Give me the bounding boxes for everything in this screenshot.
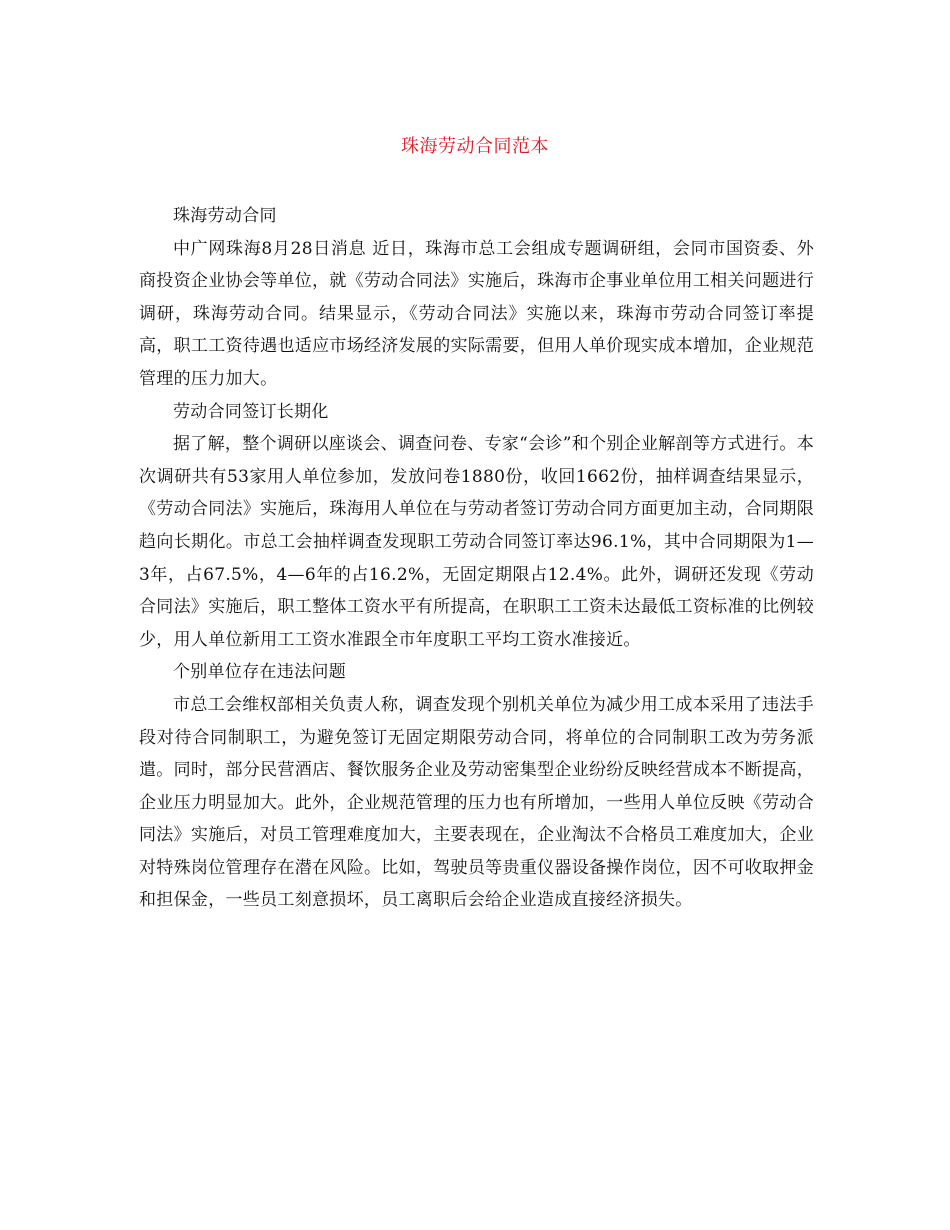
paragraph-violations: 市总工会维权部相关负责人称，调查发现个别机关单位为减少用工成本采用了违法手段对待合同制职工，为避免签订无固定期限劳动合同，将单位的合同制职工改为劳务派遣。同时，部分民营酒店、餐饮服务企业及劳动密集型企业纷纷反映经营成本不断提高，企业压力明显加大。此外，企业规范管理的压力也有所增加，一些用人单位反映《劳动合同法》实施后，对员工管理难度加大，主要表现在，企业淘汰不合格员工难度加大，企业对特殊岗位管理存在潜在风险。比如，驾驶员等贵重仪器设备操作岗位，因不可收取押金和担保金，一些员工刻意损坏，员工离职后会给企业造成直接经济损失。 [139,694,814,911]
section-heading-violations: 个别单位存在违法问题 [173,662,346,683]
document-title: 珠海劳动合同范本 [401,136,549,157]
paragraph-survey-results: 据了解，整个调研以座谈会、调查问卷、专家“会诊”和个别企业解剖等方式进行。本次调研共有53家用人单位参加，发放问卷1880份，收回1662份，抽样调查结果显示，《劳动合同法》实施后，珠海用人单位在与劳动者签订劳动合同方面更加主动，合同期限趋向长期化。市总工会抽样调查发现职工劳动合同签订率达96.1%，其中合同期限为1—3年，占67.5%，4—6年的占16.2%，无固定期限占12.4%。此外，调研还发现《劳动合同法》实施后，职工整体工资水平有所提高，在职职工工资未达最低工资标准的比例较少，用人单位新用工工资水准跟全市年度职工平均工资水准接近。 [139,434,814,650]
section-heading-long-term-contracts: 劳动合同签订长期化 [173,401,329,422]
document-body [139,200,814,917]
paragraph-intro: 中广网珠海8月28日消息 近日，珠海市总工会组成专题调研组，会同市国资委、外商投资企业协会等单位，就《劳动合同法》实施后，珠海市企事业单位用工相关问题进行调研，珠海劳动合同。结果显示，《劳动合同法》实施以来，珠海市劳动合同签订率提高，职工工资待遇也适应市场经济发展的实际需要，但用人单价现实成本增加，企业规范管理的压力加大。 [139,238,814,389]
section-heading-zhuhai-labor-contract: 珠海劳动合同 [173,206,277,226]
